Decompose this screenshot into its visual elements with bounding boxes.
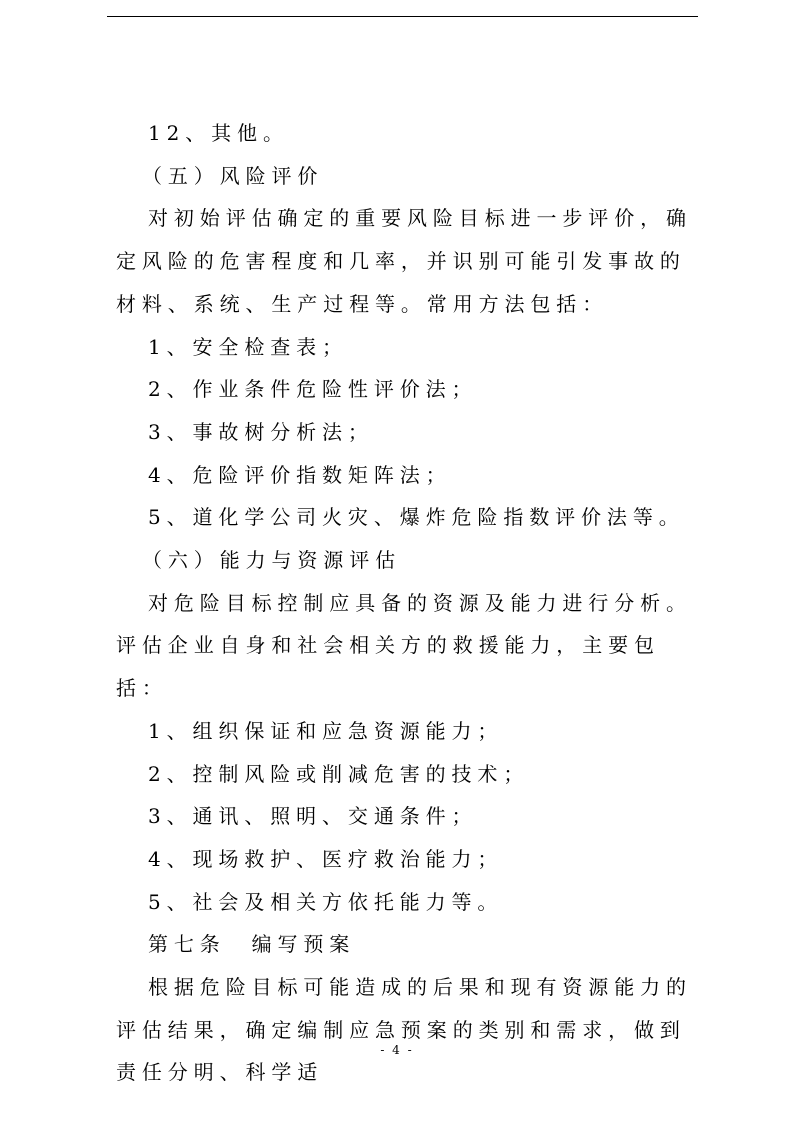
section-heading: （五）风险评价 xyxy=(142,163,324,188)
list-item: 5、道化学公司火灾、爆炸危险指数评价法等。 xyxy=(148,505,685,530)
list-item: 1、组织保证和应急资源能力； xyxy=(148,718,504,743)
list-item: 3、事故树分析法； xyxy=(148,419,374,444)
list-item: 12、其他。 xyxy=(148,121,289,145)
header-rule xyxy=(107,16,698,17)
list-item: 1、安全检查表； xyxy=(148,334,348,359)
article-heading: 第七条 编写预案 xyxy=(148,932,356,957)
body-paragraph: 根据危险目标可能造成的后果和现有资源能力的评估结果，确定编制应急预案的类别和需求，做到责任分明、科学适 xyxy=(116,975,692,1085)
page-number: - 4 - xyxy=(380,1043,414,1057)
document-body xyxy=(116,112,706,1094)
list-item: 4、现场救护、医疗救治能力； xyxy=(148,846,504,871)
list-item: 2、控制风险或削减危害的技术； xyxy=(148,761,530,786)
list-item: 5、社会及相关方依托能力等。 xyxy=(148,889,504,914)
body-paragraph: 对初始评估确定的重要风险目标进一步评价，确定风险的危害程度和几率，并识别可能引发事故的材料、系统、生产过程等。常用方法包括： xyxy=(116,206,692,316)
list-item: 2、作业条件危险性评价法； xyxy=(148,377,478,402)
list-item: 3、通讯、照明、交通条件； xyxy=(148,804,478,829)
section-heading: （六）能力与资源评估 xyxy=(142,548,401,573)
list-item: 4、危险评价指数矩阵法； xyxy=(148,462,452,487)
body-paragraph: 对危险目标控制应具备的资源及能力进行分析。评估企业自身和社会相关方的救援能力，主要包括： xyxy=(116,590,692,701)
